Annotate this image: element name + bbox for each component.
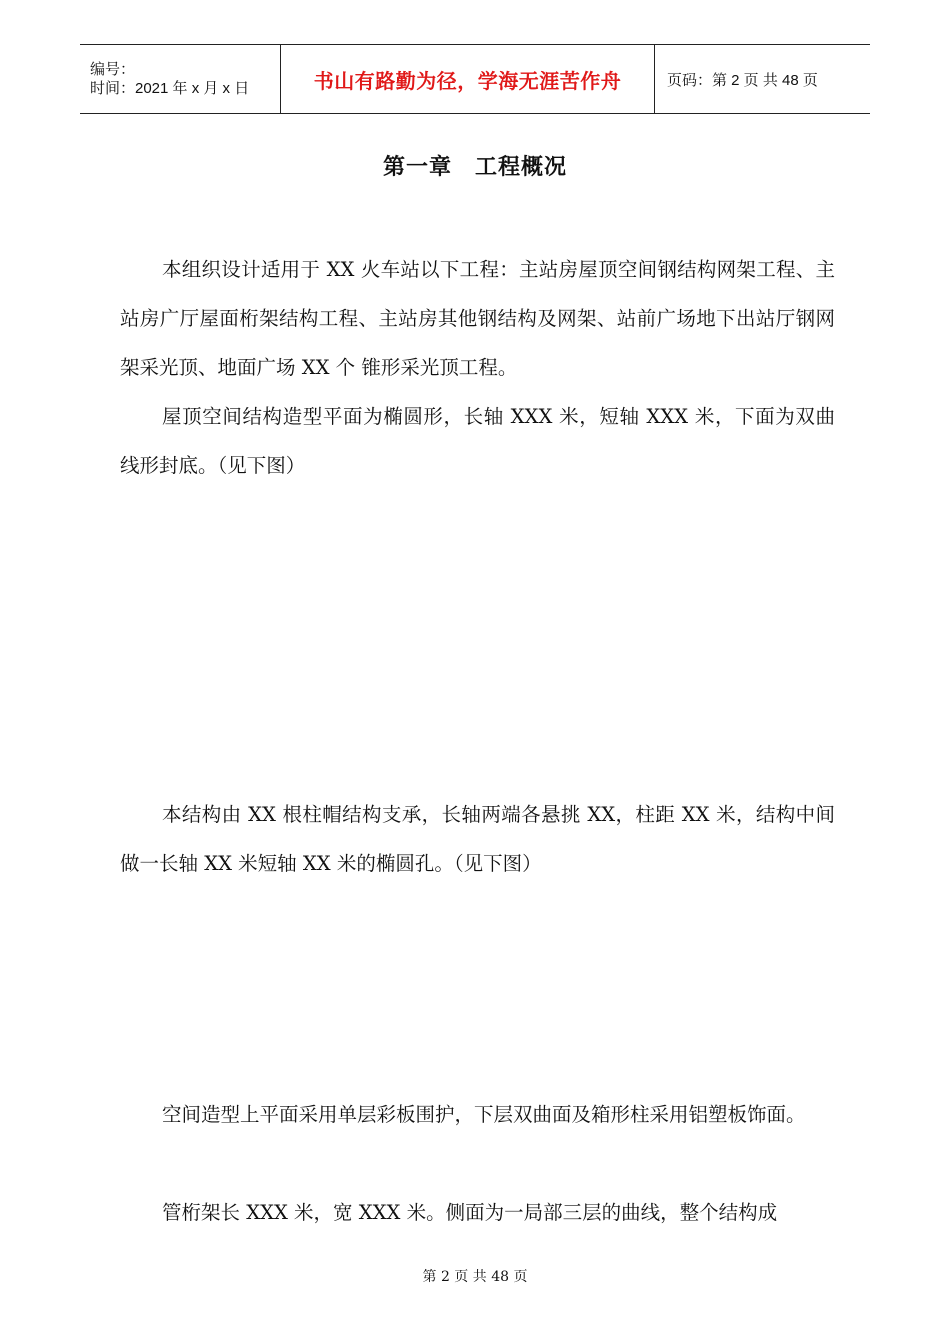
chapter-title: 第一章 工程概况 <box>382 155 567 180</box>
document-number-label: 编号： <box>90 61 136 78</box>
paragraph-cladding: 空间造型上平面采用单层彩板围护，下层双曲面及箱形柱采用铝塑板饰面。 <box>162 1103 806 1126</box>
paragraph-scope: 本组织设计适用于 XX 火车站以下工程：主站房屋顶空间钢结构网架工程、主站房广厅屋面桁架结构工程、主站房其他钢结构及网架、站前广场地下出站厅钢网架采光顶、地面广场 XX 个 锥形采光顶工程。 <box>120 258 835 379</box>
document-date: 时间：2021 年 x 月 x 日 <box>90 80 250 97</box>
header-page-info: 页码：第 2 页 共 48 页 <box>667 71 818 89</box>
header-motto-cell <box>281 45 655 113</box>
paragraph-roof-shape: 屋顶空间结构造型平面为椭圆形，长轴 XXX 米，短轴 XXX 米，下面为双曲线形封底。（见下图） <box>120 405 835 477</box>
header-motto: 书山有路勤为径，学海无涯苦作舟 <box>313 68 622 93</box>
header-page-cell <box>655 45 870 113</box>
paragraph-truss: 管桁架长 XXX 米，宽 XXX 米。侧面为一局部三层的曲线，整个结构成 <box>162 1201 778 1224</box>
header-meta-cell <box>80 45 281 113</box>
paragraph-support-structure: 本结构由 XX 根柱帽结构支承，长轴两端各悬挑 XX，柱距 XX 米，结构中间做一长轴 XX 米短轴 XX 米的椭圆孔。（见下图） <box>120 803 835 875</box>
page-footer: 第 2 页 共 48 页 <box>422 1269 528 1285</box>
page-header <box>80 44 870 114</box>
